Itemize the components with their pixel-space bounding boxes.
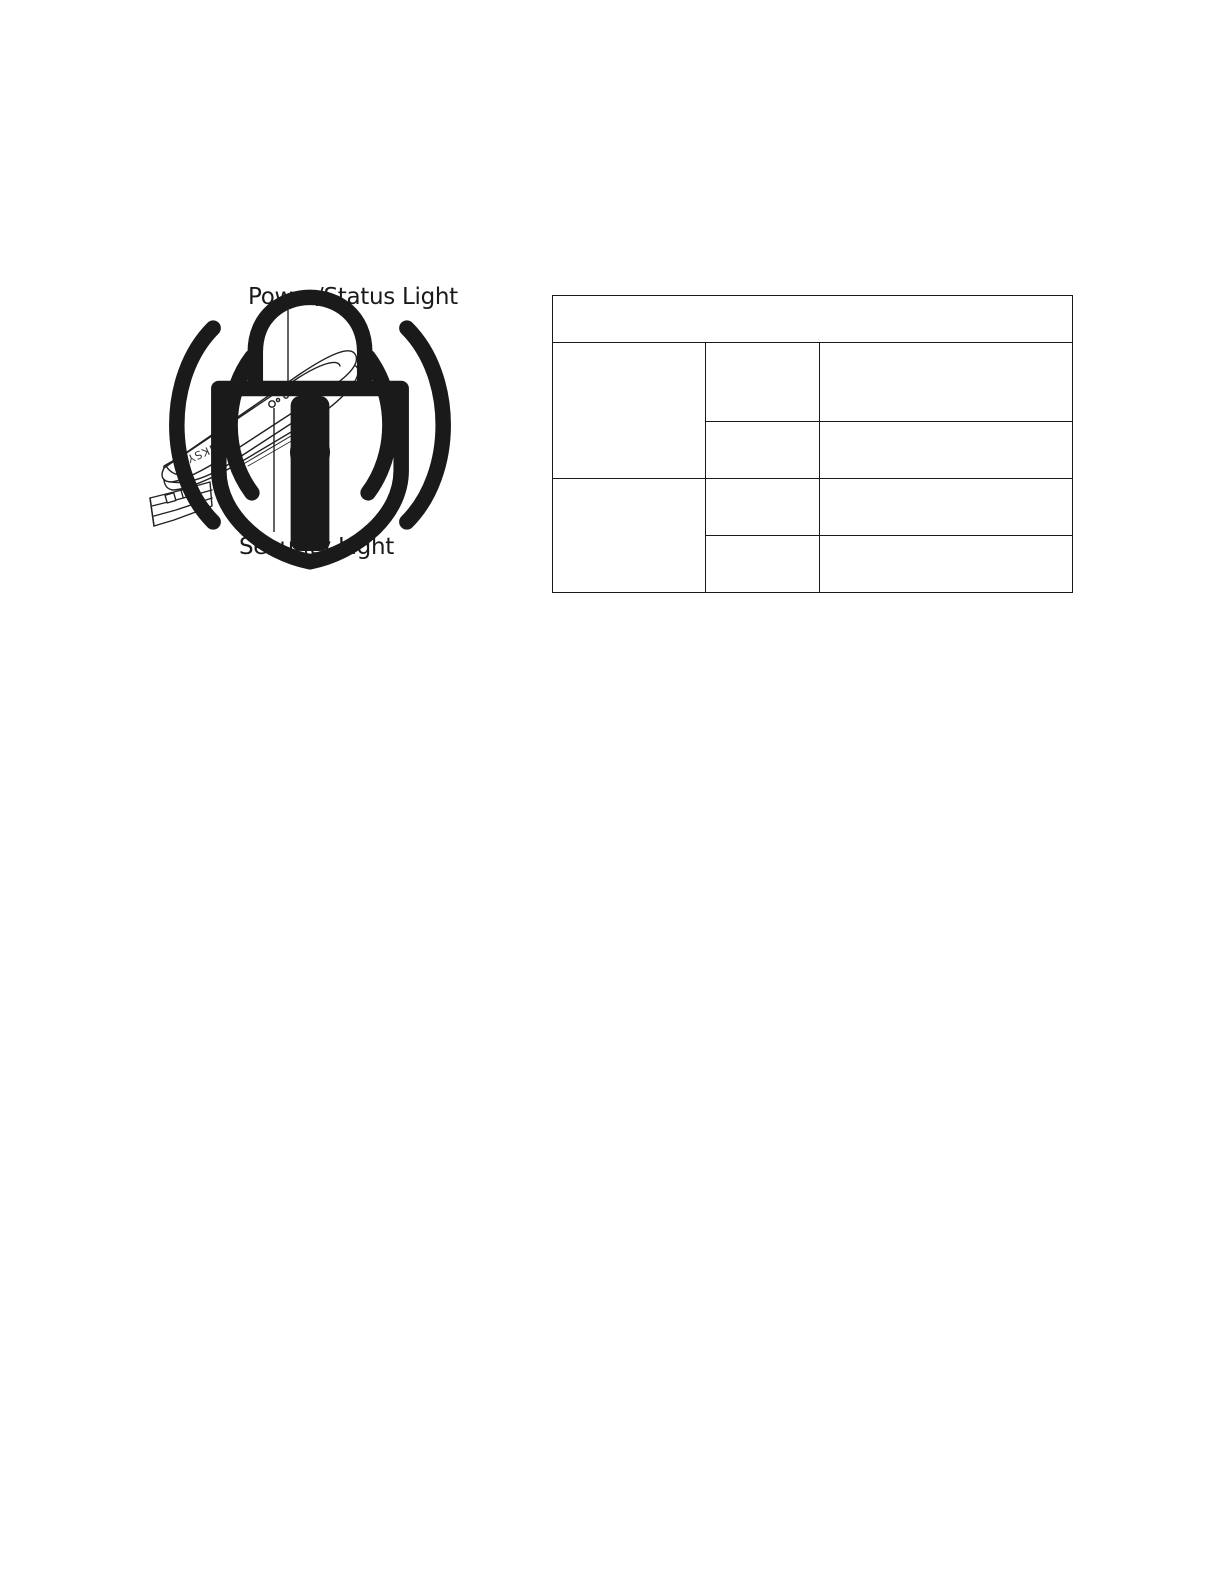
light-state-cell	[706, 343, 820, 422]
light-state-cell	[706, 422, 820, 479]
light-state-cell	[706, 536, 820, 593]
light-meaning-cell	[820, 536, 1073, 593]
security-light-label: Security Light	[239, 534, 394, 560]
table-row	[553, 479, 1073, 536]
table-row	[553, 343, 1073, 422]
light-meaning-cell	[820, 422, 1073, 479]
light-state-cell	[706, 479, 820, 536]
brand-logo: LINKSYS	[177, 435, 231, 469]
adapter-illustration	[130, 270, 490, 580]
table-header-row	[553, 296, 1073, 343]
power-status-light-label: Power/Status Light	[248, 284, 458, 310]
table-header-cell	[553, 296, 1073, 343]
light-name-cell	[553, 343, 706, 479]
led-status-table	[552, 295, 1073, 593]
light-meaning-cell	[820, 479, 1073, 536]
light-meaning-cell	[820, 343, 1073, 422]
light-name-cell	[553, 479, 706, 593]
